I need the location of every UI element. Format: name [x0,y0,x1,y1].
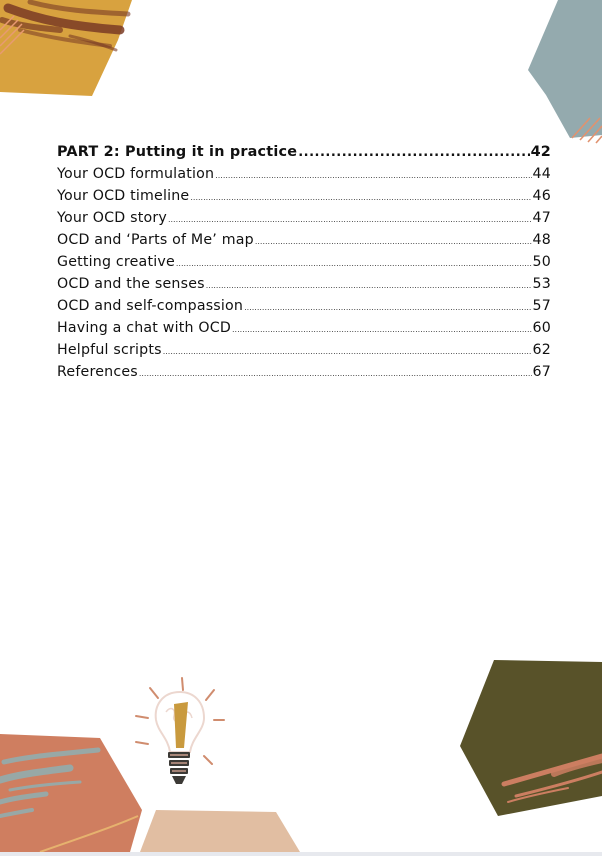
hexagon-fill [528,0,602,138]
hexagon-fill [140,810,300,852]
toc-page-number: 44 [532,166,551,182]
toc-section-heading[interactable] [57,141,551,163]
decorative-hexagon-bottom-left [0,728,150,852]
dot-leader [176,253,532,275]
toc-entry-title: Getting creative [57,254,175,270]
toc-entry-title: Having a chat with OCD [57,320,231,336]
decorative-hexagon-top-right [520,0,602,145]
toc-entry-references[interactable] [57,361,551,383]
toc-page-number: 47 [532,210,551,226]
toc-entry-title: OCD and ‘Parts of Me’ map [57,232,254,248]
toc-page-number: 62 [532,342,551,358]
dot-leader [215,165,531,187]
toc-entry-parts-of-me-map[interactable] [57,229,551,251]
toc-entry-title: OCD and self-compassion [57,298,244,314]
toc-entry-title: Helpful scripts [57,342,162,358]
toc-entry-title: OCD and the senses [57,276,205,292]
dot-leader [206,275,532,297]
dot-leader [244,297,531,319]
toc-page-number: 53 [532,276,551,292]
toc-entry-ocd-formulation[interactable] [57,163,551,185]
dot-leader [139,363,532,385]
lightbulb-exclamation-icon [130,672,230,792]
toc-page-number: 67 [532,364,551,380]
toc-page-number: 46 [532,188,551,204]
bulb-tip [172,776,186,784]
toc-entry-title: Your OCD story [57,210,167,226]
toc-entry-ocd-senses[interactable] [57,273,551,295]
toc-entry-self-compassion[interactable] [57,295,551,317]
dot-leader [232,319,532,341]
toc-entry-title: References [57,364,138,380]
toc-page-number: 50 [532,254,551,270]
toc-entry-ocd-story[interactable] [57,207,551,229]
toc-entry-title: Your OCD timeline [57,188,190,204]
toc-entry-getting-creative[interactable] [57,251,551,273]
toc-page-number: 57 [532,298,551,314]
exclamation-mark [174,702,188,748]
toc-entry-chat-with-ocd[interactable] [57,317,551,339]
dot-leader [190,187,531,209]
toc-page-number: 48 [532,232,551,248]
dot-leader [255,231,532,253]
decorative-hexagon-top-left [0,0,140,100]
dot-leader [163,341,532,363]
decorative-hexagon-bottom-center [136,808,306,852]
toc-entry-title: PART 2: Putting it in practice [57,144,298,160]
toc-page-number: 60 [532,320,551,336]
toc-page-number: 42 [530,144,551,160]
dot-leader [298,142,529,164]
table-of-contents [57,141,551,383]
toc-entry-ocd-timeline[interactable] [57,185,551,207]
toc-entry-title: Your OCD formulation [57,166,215,182]
page-bottom-edge [0,852,602,856]
toc-entry-helpful-scripts[interactable] [57,339,551,361]
decorative-hexagon-bottom-right [458,656,602,820]
dot-leader [168,209,532,231]
